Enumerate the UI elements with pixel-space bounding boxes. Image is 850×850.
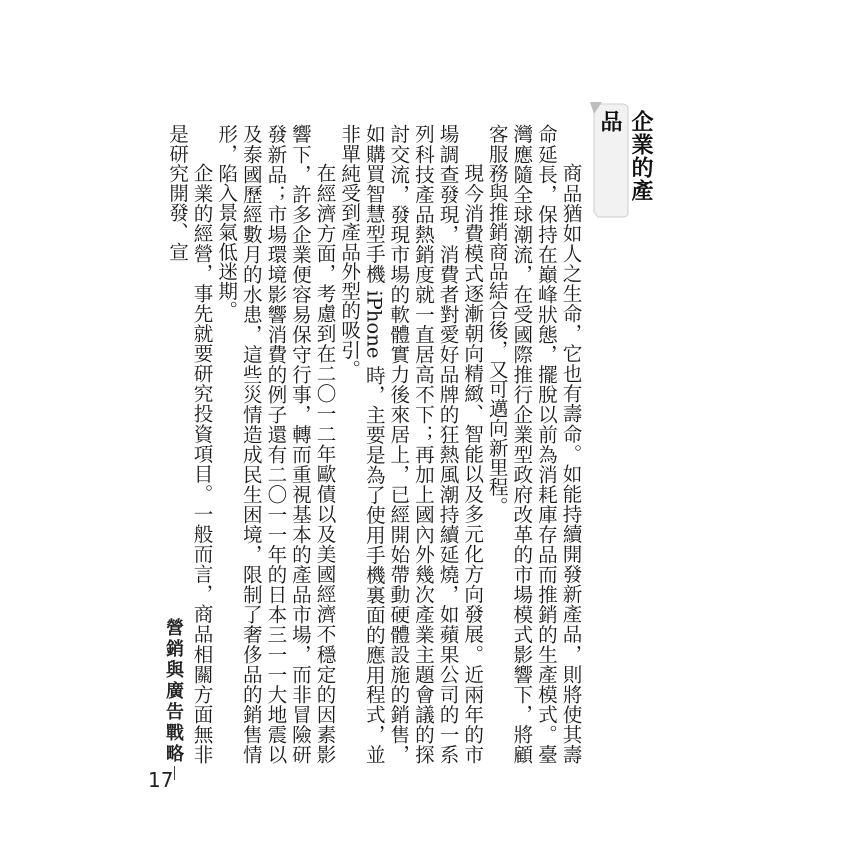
paragraph: 在經濟方面，考慮到在二〇一二年歐債以及美國經濟不穩定的因素影響下，許多企業便容易保守行事，轉而重視基本的產品市場，而非冒險研發新品；市場環境影響消費的例子還有二〇一一年的日本三一一大地震以及泰國歷經數月的水患，這些災情造成民生困境，限制了奢侈品的銷售情形，陷入景氣低迷期。	[214, 124, 337, 764]
chapter-tab	[588, 100, 653, 220]
page-number: 17	[148, 768, 174, 792]
book-title: 營銷與廣告戰略	[163, 618, 184, 765]
paragraph: 現今消費模式逐漸朝向精緻、智能以及多元化方向發展。近兩年的市場調查發現，消費者對愛好品牌的狂熱風潮持續延燒，如蘋果公司的一系列科技產品熱銷度就一直居高不下；再加上國內外幾次產業主題會議的探討交流，發現市場的軟體實力後來居上，已經開始帶動硬體設施的銷售，如購買智慧型手機 iPhone 時，主要是為了使用手機裏面的應用程式，並非單純受到產品外型的吸引。	[337, 124, 484, 764]
chapter-title: 企業的產品	[597, 110, 653, 202]
paragraph: 商品猶如人之生命，它也有壽命。如能持續開發新產品，則將使其壽命延長，保持在巔峰狀態，擺脫以前為消耗庫存品而推銷的生產模式。臺灣應隨全球潮流，在受國際推行企業型政府改革的市場模式影響下，將顧客服務與推銷商品結合後，又可邁向新里程。	[485, 124, 582, 764]
footer-divider	[174, 766, 175, 780]
paragraph: 企業的經營，事先就要研究投資項目。一般而言，商品相關方面無非是研究開發、宣	[165, 124, 214, 764]
running-footer	[160, 618, 190, 778]
